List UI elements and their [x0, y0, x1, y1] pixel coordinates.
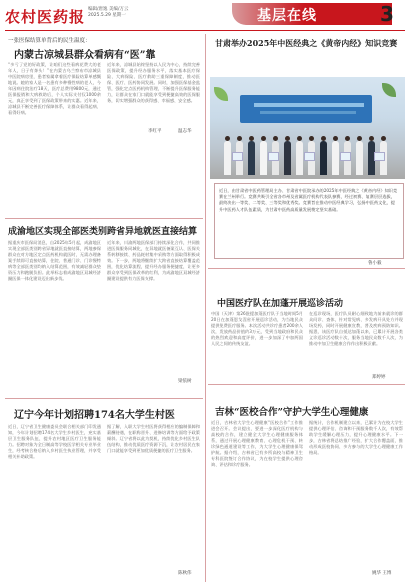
mongolia-byline2: 温志华	[178, 129, 192, 134]
top-rule	[5, 30, 405, 31]
mongolia-headline: 内蒙古凉城县群众看病有“医”靠	[14, 50, 156, 61]
masthead-meta	[88, 7, 128, 19]
jilin-body-col1: 近日，吉林省大学生心理健康“医校合作”工作推进会召开。会议提出，要进一步深化医疗机构与高校的合作，建立健全大学生心理健康服务体系，通过开展心理健康教育、心理危机干预、转诊绿色通道建设等工作，为大学生心理健康保驾护航。据介绍，吉林省已有多所高校与精神卫生专科医院签订合作协议，为在校学生提供心理咨询、评估和诊疗服务。	[211, 420, 303, 467]
column-divider	[205, 34, 206, 582]
liaoning-body-col1: 近日，辽宁省卫生健康委员会联合相关部门印发通知，今年计划招聘174名大学生乡村医生，充实基层卫生服务队伍，提升农村地区医疗卫生服务能力。招聘对象为全日制高等学校医学相关专业毕业生，经考核合格后纳入乡村医生执业管理，并享受相关补助政策。	[8, 424, 101, 459]
gansu-headline: 甘肃举办2025年中医经典之《黄帝内经》知识竞赛	[215, 38, 398, 48]
medical-team-body-col2: 在巡诊现场，医疗队员耐心细致地为前来就诊的群众问诊、查体，针对常见病、多发病开具处方并现场发药，同时开展健康宣教，普及疾病预防知识。据悉，该医疗队自抵达加蓬以来，已累计开展各类义诊巡诊活动数十次，服务当地民众数千人次，为推动中加卫生健康合作作出积极贡献。	[309, 311, 403, 346]
banner-text-bar	[254, 103, 364, 107]
mongolia-body-col1: “多亏了党的好政策，让咱们这些看病花费大的老年人，日子有奔头！”在内蒙古乌兰察布市凉城县中医院病房里，患者家属拿着医疗保险结算单感慨地说。她的家人是一名患有多种慢性病的老人，今年因病住院治疗18天，医疗总费用9800元，通过医保报销和大病救助后，个人实际支付仅1000余元，真正享受到了医保政策带来的实惠。近年来，凉城县不断完善医疗保障体系，让群众看得起病、看得好病。	[8, 62, 101, 115]
person-figure	[320, 141, 327, 175]
medical-team-byline: 郑婷婷	[372, 375, 386, 380]
medical-team-body-col1: 中国（天津）第26批援加蓬医疗队于当地时间5月20日在加蓬恩戈涅省开展巡诊活动，为当地民众提供免费医疗服务。本次活动共诊疗患者200余人次，发放药品价值约3万元，受到当地政府和民众的热烈欢迎和高度评价，进一步加深了中加两国人民之间的传统友谊。	[211, 311, 303, 346]
person-figure	[224, 141, 231, 175]
mongolia-body-col2: 近年来，凉城县始终坚持以人民为中心，持续完善医保政策，提升经办服务水平，落实基本医疗保险、大病保险、医疗救助三重保障制度，推动医保、医疗、医药协同发展。同时，加强医保基金监管，强化定点医药机构管理，不断提升医保服务能力，让群众在家门口就能享受到便捷高效的医保服务，切实增强群众的获得感、幸福感、安全感。	[107, 62, 200, 103]
editor-line: 编辑/唐逸 美编/万云	[88, 7, 129, 12]
person-figure	[284, 141, 291, 175]
jilin-headline: 吉林“医校合作”守护大学生心理健康	[215, 407, 369, 418]
liaoning-byline: 陈秋伟	[178, 571, 192, 576]
medical-team-headline: 中国医疗队在加蓬开展巡诊活动	[217, 299, 344, 309]
person-head	[357, 136, 362, 141]
chengdu-body-col2: 近年来，川渝两地医保部门持续深化合作，共同推进医保服务同城化，在异地就医备案互认、医保关系转移接续、药品耗材集中采购等方面取得积极成效。下一步，两地将继续扩大跨省直接结算覆盖范围，优化结算流程，提升经办服务便捷度，让更多群众享受到医保改革的红利，为成渝地区双城经济圈建设提供有力医保支撑。	[107, 240, 200, 281]
person-head	[369, 136, 374, 141]
mongolia-subhead: 一张医保结算单背后的民生温度：	[8, 38, 91, 44]
award-plaque	[374, 152, 385, 161]
award-plaque	[232, 152, 243, 161]
person-figure	[296, 141, 303, 175]
liaoning-body-col2: 据了解，入职大学生村医将获得相应的编制保障和薪酬待遇，在职称晋升、进修培训等方面给予政策倾斜。辽宁省将以此为契机，持续优化乡村医生队伍结构，推动优质医疗资源下沉，让农村居民在家门口就能享受到更加优质便捷的医疗卫生服务。	[107, 424, 200, 453]
person-head	[273, 136, 278, 141]
gansu-byline: 鲁小毅	[368, 261, 382, 266]
award-plaque	[340, 152, 351, 161]
stage-banner	[240, 95, 372, 123]
leaf-decoration	[214, 87, 228, 101]
liaoning-headline: 辽宁今年计划招聘174名大学生村医	[14, 410, 175, 421]
person-figure	[248, 141, 255, 175]
person-head	[237, 136, 242, 141]
divider-4	[208, 384, 405, 385]
page-number: 3	[380, 2, 394, 26]
person-head	[381, 136, 386, 141]
person-head	[309, 136, 314, 141]
date-line: 2025.5.29 星期一	[88, 13, 126, 18]
divider-1	[5, 218, 203, 219]
person-head	[345, 136, 350, 141]
chengdu-body-col1: 据重庆市医保局消息，自2025年5月起，成渝地区实现全部医类别跨省异地就医直接结算，两地参保群众在对方地区定点医药机构就医时，无需办理备案手续即可直接结算，住院、普通门诊、门诊慢特病等全部医类别均纳入结算范围，有效减轻群众垫资压力和跑腿负担。此举标志着成渝地区双城经济圈医保一体化建设迈出新步伐。	[8, 240, 101, 281]
jilin-byline: 姚华 王博	[372, 571, 392, 576]
jilin-body-col2: 据统计，合作机制建立以来，已累计为在校大学生提供心理评估、咨询和干预服务数千人次，有效帮助学生缓解心理压力，提升心理健康水平。下一步，吉林省将总结推广经验，扩大合作覆盖面，推动形成医校协同、多方参与的大学生心理健康工作格局。	[309, 420, 403, 455]
event-photo	[210, 77, 405, 179]
person-figure	[260, 141, 267, 175]
person-head	[321, 136, 326, 141]
mongolia-byline1: 李红平	[148, 129, 162, 134]
award-plaque	[268, 152, 279, 161]
person-head	[225, 136, 230, 141]
chengdu-headline: 成渝地区实现全部医类别跨省异地就医直接结算	[8, 227, 198, 237]
banner-text-bar	[260, 111, 356, 114]
photo-caption: 近日，由甘肃省中医药管理局主办、甘肃省中医院承办的2025年中医经典之《黄帝内经》知识竞赛在兰州举行。竞赛共吸引全省各市州及省属医疗机构代表队参赛，经过初赛、复赛层层选拔，最终决出一等奖、二等奖、三等奖和优秀奖。竞赛旨在推动中医经典学习，弘扬中医药文化，提升中医药人才队伍素质，为甘肃中医药高质量发展奠定坚实基础。	[214, 183, 404, 259]
person-figure	[356, 141, 363, 175]
section-title: 基层在线	[257, 8, 317, 24]
person-figure	[332, 141, 339, 175]
person-head	[285, 136, 290, 141]
leaf-decoration	[382, 83, 396, 97]
chengdu-byline: 梁依树	[178, 379, 192, 384]
person-head	[333, 136, 338, 141]
divider-2	[5, 398, 203, 399]
award-plaque	[304, 152, 315, 161]
person-head	[297, 136, 302, 141]
person-head	[249, 136, 254, 141]
newspaper-logo: 农村医药报	[5, 8, 86, 26]
person-head	[261, 136, 266, 141]
divider-3	[208, 268, 405, 269]
